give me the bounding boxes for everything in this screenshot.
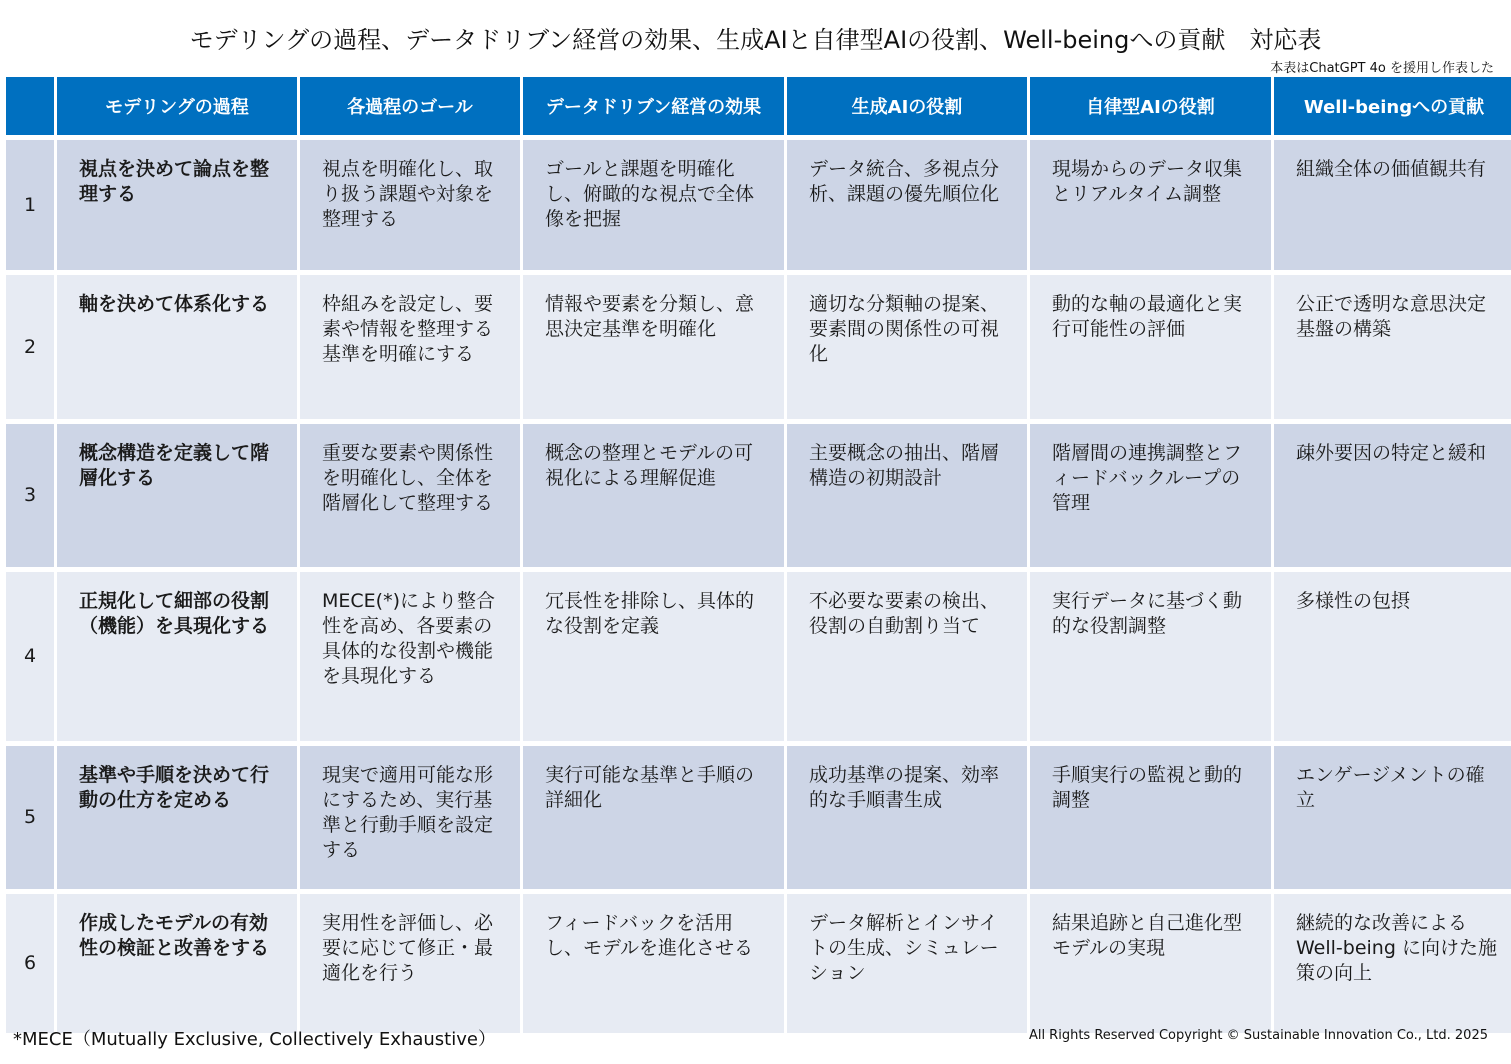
header-cell-modeling-process: モデリングの過程	[57, 77, 297, 135]
generative-ai-cell: 成功基準の提案、効率的な手順書生成	[787, 746, 1027, 889]
goal-cell: 視点を明確化し、取り扱う課題や対象を整理する	[300, 140, 520, 270]
modeling-step-cell: 軸を決めて体系化する	[57, 275, 297, 419]
autonomous-ai-cell: 手順実行の監視と動的調整	[1030, 746, 1271, 889]
generative-ai-cell: 適切な分類軸の提案、要素間の関係性の可視化	[787, 275, 1027, 419]
copyright-notice: All Rights Reserved Copyright © Sustainable Innovation Co., Ltd. 2025	[1028, 1028, 1488, 1043]
header-cell-autonomous-ai-role: 自律型AIの役割	[1030, 77, 1271, 135]
modeling-step-cell: 基準や手順を決めて行動の仕方を定める	[57, 746, 297, 889]
autonomous-ai-cell: 動的な軸の最適化と実行可能性の評価	[1030, 275, 1271, 419]
generative-ai-cell: 不必要な要素の検出、役割の自動割り当て	[787, 572, 1027, 741]
effect-cell: フィードバックを活用し、モデルを進化させる	[523, 894, 784, 1033]
wellbeing-cell: 組織全体の価値観共有	[1274, 140, 1511, 270]
table-note: 本表はChatGPT 4o を援用し作表した	[1270, 61, 1494, 76]
page-title: モデリングの過程、データドリブン経営の効果、生成AIと自律型AIの役割、Well-beingへの貢献 対応表	[189, 26, 1322, 54]
goal-cell: 重要な要素や関係性を明確化し、全体を階層化して整理する	[300, 424, 520, 567]
wellbeing-cell: 多様性の包摂	[1274, 572, 1511, 741]
row-number: 3	[6, 424, 54, 567]
goal-cell: 枠組みを設定し、要素や情報を整理する基準を明確にする	[300, 275, 520, 419]
wellbeing-cell: 公正で透明な意思決定基盤の構築	[1274, 275, 1511, 419]
row-number: 6	[6, 894, 54, 1033]
mece-footnote: *MECE（Mutually Exclusive, Collectively Exhaustive）	[13, 1029, 496, 1050]
goal-cell: 現実で適用可能な形にするため、実行基準と行動手順を設定する	[300, 746, 520, 889]
effect-cell: 概念の整理とモデルの可視化による理解促進	[523, 424, 784, 567]
modeling-step-cell: 正規化して細部の役割（機能）を具現化する	[57, 572, 297, 741]
row-number: 2	[6, 275, 54, 419]
correspondence-table	[6, 77, 1511, 1033]
modeling-step-cell: 視点を決めて論点を整理する	[57, 140, 297, 270]
header-cell-number	[6, 77, 54, 135]
header-cell-wellbeing-contribution: Well-beingへの貢献	[1274, 77, 1511, 135]
goal-cell: 実用性を評価し、必要に応じて修正・最適化を行う	[300, 894, 520, 1033]
header-cell-data-driven-effect: データドリブン経営の効果	[523, 77, 784, 135]
effect-cell: 実行可能な基準と手順の詳細化	[523, 746, 784, 889]
wellbeing-cell: エンゲージメントの確立	[1274, 746, 1511, 889]
generative-ai-cell: 主要概念の抽出、階層構造の初期設計	[787, 424, 1027, 567]
effect-cell: 情報や要素を分類し、意思決定基準を明確化	[523, 275, 784, 419]
header-cell-goal: 各過程のゴール	[300, 77, 520, 135]
row-number: 4	[6, 572, 54, 741]
autonomous-ai-cell: 実行データに基づく動的な役割調整	[1030, 572, 1271, 741]
row-number: 5	[6, 746, 54, 889]
effect-cell: 冗長性を排除し、具体的な役割を定義	[523, 572, 784, 741]
goal-cell: MECE(*)により整合性を高め、各要素の具体的な役割や機能を具現化する	[300, 572, 520, 741]
generative-ai-cell: データ統合、多視点分析、課題の優先順位化	[787, 140, 1027, 270]
autonomous-ai-cell: 現場からのデータ収集とリアルタイム調整	[1030, 140, 1271, 270]
wellbeing-cell: 疎外要因の特定と緩和	[1274, 424, 1511, 567]
modeling-step-cell: 概念構造を定義して階層化する	[57, 424, 297, 567]
generative-ai-cell: データ解析とインサイトの生成、シミュレーション	[787, 894, 1027, 1033]
row-number: 1	[6, 140, 54, 270]
wellbeing-cell: 継続的な改善によるWell-being に向けた施策の向上	[1274, 894, 1511, 1033]
modeling-step-cell: 作成したモデルの有効性の検証と改善をする	[57, 894, 297, 1033]
autonomous-ai-cell: 結果追跡と自己進化型モデルの実現	[1030, 894, 1271, 1033]
header-cell-generative-ai-role: 生成AIの役割	[787, 77, 1027, 135]
autonomous-ai-cell: 階層間の連携調整とフィードバックループの管理	[1030, 424, 1271, 567]
effect-cell: ゴールと課題を明確化し、俯瞰的な視点で全体像を把握	[523, 140, 784, 270]
